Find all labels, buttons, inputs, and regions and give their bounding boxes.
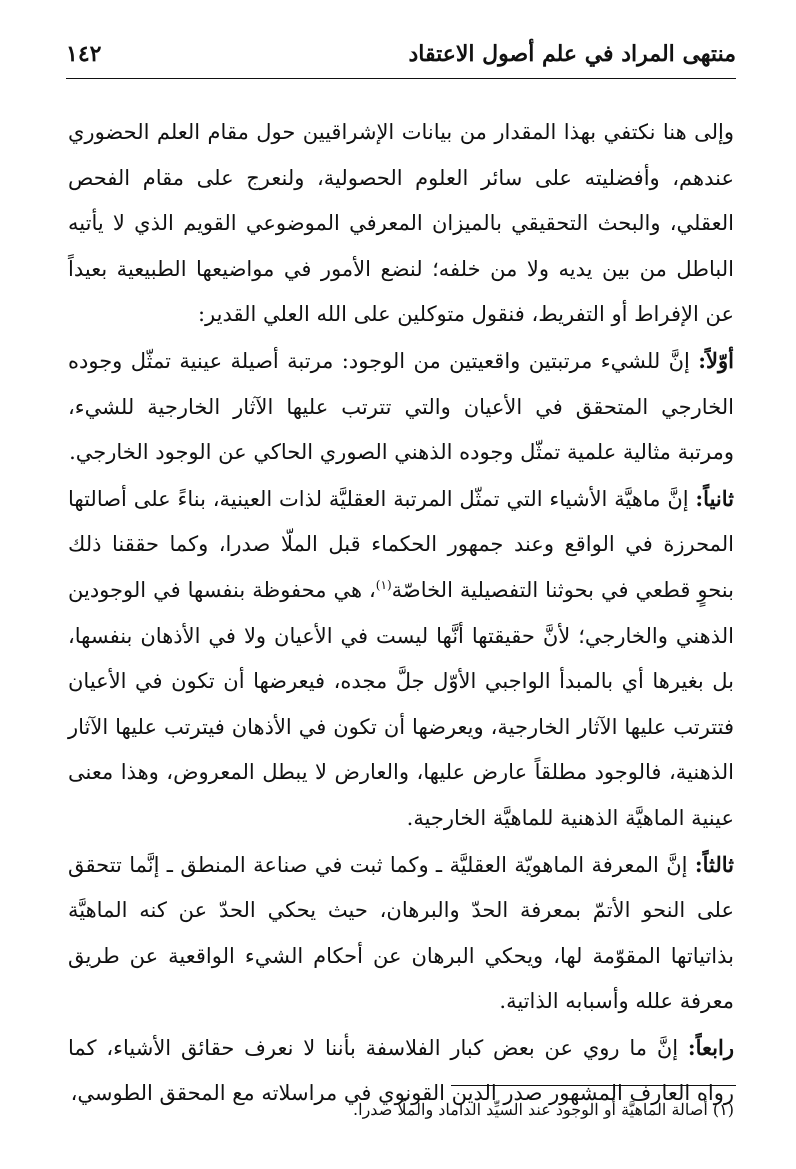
paragraph-lead-second: ثانياً: [695, 485, 734, 511]
paragraph-first [68, 338, 734, 476]
paragraph-intro: وإلى هنا نكتفي بهذا المقدار من بيانات الإشراقيين حول مقام العلم الحضوري عندهم، وأفضليته على سائر العلوم الحصولية، ولنعرج على مقام الفحص العقلي، والبحث التحقيقي بالميزان المعرفي الموضوعي القويم الذي لا يأتيه الباطل من بين يديه ولا من خلفه؛ لنضع الأمور في مواضيعها الطبيعية بعيداً عن الإفراط أو التفريط، فنقول متوكلين على الله العلي القدير: [68, 120, 734, 327]
paragraph-third [68, 842, 734, 1025]
paragraph-lead-third: ثالثاً: [694, 851, 734, 877]
paragraph-second [68, 476, 734, 842]
running-title: منتهى المراد في علم أصول الاعتقاد [408, 41, 736, 67]
paragraph-text-second-a: إنَّ ماهيَّة الأشياء التي تمثّل المرتبة العقليَّة لذات العينية، بناءً على أصالتها المحرزة في الواقع وعند جمهور الحكماء قبل الملّا صدرا، وكما حققنا ذلك بنحوٍ قطعي في بحوثنا التفصيلية الخاصّة [68, 486, 734, 602]
paragraph-lead-fourth: رابعاً: [687, 1034, 734, 1060]
paragraph-lead-first: أوّلاً: [698, 347, 734, 373]
paragraph-text-second-b: ، هي محفوظة بنفسها في الوجودين الذهني والخارجي؛ لأنَّ حقيقتها أنَّها ليست في الأعيان ولا في الأذهان بنفسها، بل بغيرها أي بالمبدأ الواجبي الأوّل جلَّ مجده، فيعرضها أن تكون في الأعيان فتترتب عليها الآثار الخارجية، ويعرضها أن تكون في الأذهان فيترتب عليها الآثار الذهنية، فالوجود مطلقاً عارض عليها، والعارض لا يبطل المعروض، وهذا معنى عينية الماهيَّة الذهنية للماهيَّة الخارجية. [68, 577, 734, 830]
paragraph-text-fourth: إنَّ ما روي عن بعض كبار الفلاسفة بأننا لا نعرف حقائق الأشياء، كما رواه العارف المشهور صدر الدين القونوي في مراسلاته مع المحقق الطوسي، [68, 1035, 734, 1106]
footnote: (١) أصالة الماهيَّة أو الوجود عند السيِّد الداماد والملّا صدرا. [353, 1100, 734, 1119]
page-number: ١٤٢ [66, 41, 102, 67]
header-rule [66, 78, 736, 79]
footnote-reference[interactable]: (١) [375, 577, 392, 592]
body-text [68, 110, 734, 1117]
paragraph-text-first: إنَّ للشيء مرتبتين واقعيتين من الوجود: مرتبة أصيلة عينية تمثّل وجوده الخارجي المتحقق في الأعيان والتي تترتب عليها الآثار الخارجية للشيء، ومرتبة مثالية علمية تمثّل وجوده الذهني الصوري الحاكي عن الوجود الخارجي. [68, 348, 734, 465]
footnote-rule [451, 1085, 736, 1086]
paragraph-text-third: إنَّ المعرفة الماهويّة العقليَّة ـ وكما ثبت في صناعة المنطق ـ إنَّما تتحقق على النحو الأتمّ بمعرفة الحدّ والبرهان، حيث يحكي الحدّ عن كنه الماهيَّة بذاتياتها المقوّمة لها، ويحكي البرهان عن أحكام الشيء الواقعية عن طريق معرفة علله وأسبابه الذاتية. [68, 852, 734, 1014]
page-header [66, 34, 736, 74]
